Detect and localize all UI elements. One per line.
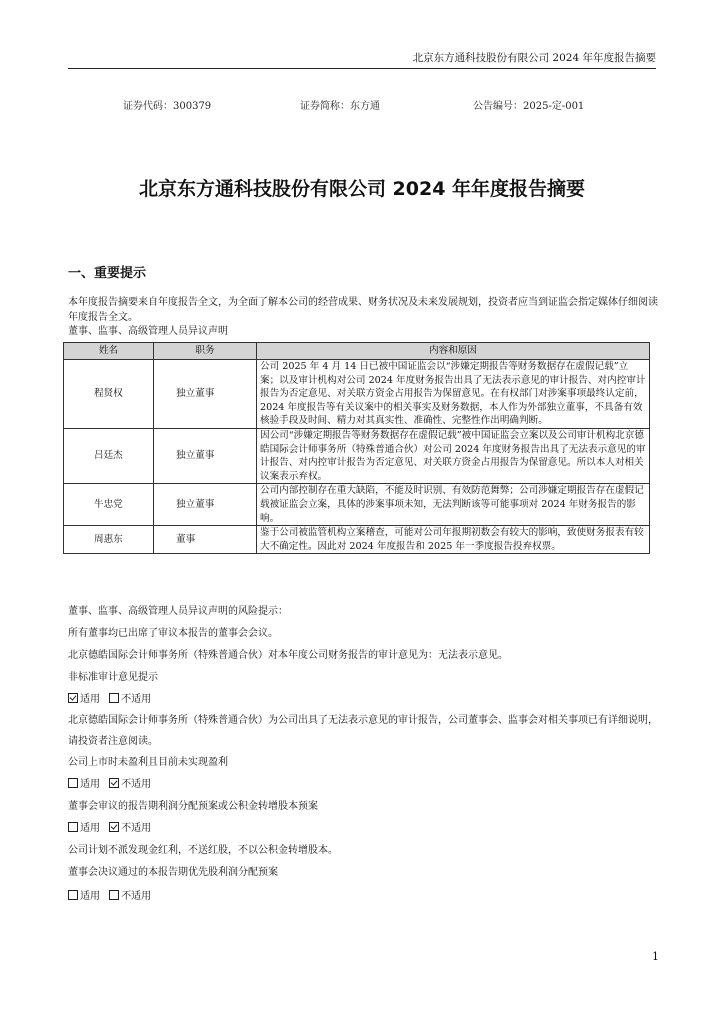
row-name: 程贤权: [64, 360, 154, 429]
running-header: [68, 50, 656, 69]
unprofitable-heading: 公司上市时未盈利且目前未实现盈利: [68, 757, 228, 768]
row-reason: 因公司“涉嫌定期报告等财务数据存在虚假记载”被中国证监会立案以及公司审计机构北京德皓国际会计师事务所（特殊普通合伙）对公司 2024 年度财务报告出具了无法表示意见的审计报告、对内控审计报告为否定意见、对关联方资金占用报告为保留意见。所以本人对相关议案表示弃权。: [257, 428, 650, 483]
nonstandard-explain: 北京德皓国际会计师事务所（特殊普通合伙）为公司出具了无法表示意见的审计报告，公司董事会、监事会对相关事项已有详细说明，请投资者注意阅读。: [68, 715, 658, 747]
profit-dist-plan: 公司计划不派发现金红利，不送红股，不以公积金转增股本。: [68, 845, 338, 856]
section-heading: 一、重要提示: [68, 266, 147, 281]
nonstandard-options: [68, 689, 660, 711]
row-role: 董事: [154, 526, 257, 554]
checkbox-icon: [109, 778, 119, 788]
page-title: 北京东方通科技股份有限公司 2024 年年度报告摘要: [138, 178, 586, 200]
preferred-heading: 董事会决议通过的本报告期优先股利润分配预案: [68, 867, 278, 878]
col-header-role: 职务: [154, 343, 257, 360]
intro-paragraph: 本年度报告摘要来自年度报告全文，为全面了解本公司的经营成果、财务状况及未来发展规划，投资者应当到证监会指定媒体仔细阅读年度报告全文。: [68, 297, 658, 323]
col-header-reason: 内容和原因: [257, 343, 650, 360]
applicable-label: 适用: [80, 891, 100, 902]
row-role: 独立董事: [154, 428, 257, 483]
security-abbr: 证券简称：东方通: [300, 101, 380, 112]
risk-note: 董事、监事、高级管理人员异议声明的风险提示：: [68, 606, 288, 617]
table-row: [64, 484, 650, 526]
row-name: 吕廷杰: [64, 428, 154, 483]
row-reason: 公司 2025 年 4 月 14 日已被中国证监会以“涉嫌定期报告等财务数据存在虚假记载”立案；以及审计机构对公司 2024 年度财务报告出具了无法表示意见的审计报告、对内控审计报告为否定意见、对关联方资金占用报告为保留意见。在有权部门对涉案事项最终认定前，2024 年度报告等有关议案中的相关事实及财务数据，本人作为外部独立董事，不具备有效核验手段及时间、精力对其真实性、准确性、完整性作出明确判断。: [257, 360, 650, 429]
table-caption: 董事、监事、高级管理人员异议声明: [68, 326, 228, 337]
not-applicable-label: 不适用: [121, 779, 152, 790]
row-reason: 鉴于公司被监管机构立案稽查，可能对公司年报期初数会有较大的影响，致使财务报表有较大不确定性。因此对 2024 年度报告和 2025 年一季度报告投弃权票。: [257, 526, 650, 554]
checkbox-icon: [109, 693, 119, 703]
row-reason: 公司内部控制存在重大缺陷，不能及时识别、有效防范舞弊；公司涉嫌定期报告存在虚假记载被证监会立案，具体的涉案事项未知，无法判断该等可能事项对 2024 年财务报告的影响。: [257, 484, 650, 526]
not-applicable-label: 不适用: [121, 694, 152, 705]
body-text: [68, 601, 660, 910]
intro-block: [68, 296, 658, 340]
table-row: [64, 526, 650, 554]
col-header-name: 姓名: [64, 343, 154, 360]
checkbox-icon: [68, 778, 78, 788]
unprofitable-options: [68, 774, 660, 796]
row-name: 牛忠党: [64, 484, 154, 526]
dissent-table: [63, 342, 650, 554]
applicable-label: 适用: [80, 779, 100, 790]
not-applicable-label: 不适用: [121, 891, 152, 902]
notice-number: 公告编号：2025-定-001: [473, 101, 585, 112]
checkbox-icon: [68, 693, 78, 703]
checkbox-icon: [68, 822, 78, 832]
row-name: 周惠东: [64, 526, 154, 554]
nonstandard-heading: 非标准审计意见提示: [68, 672, 158, 683]
security-code: 证券代码：300379: [123, 101, 212, 112]
row-role: 独立董事: [154, 360, 257, 429]
profit-dist-options: [68, 818, 660, 840]
attendance-note: 所有董事均已出席了审议本报告的董事会会议。: [68, 628, 278, 639]
page-number: 1: [652, 950, 659, 963]
applicable-label: 适用: [80, 694, 100, 705]
running-header-title: 北京东方通科技股份有限公司 2024 年年度报告摘要: [412, 52, 656, 64]
checkbox-icon: [109, 822, 119, 832]
preferred-options: [68, 884, 660, 910]
profit-dist-heading: 董事会审议的报告期利润分配预案或公积金转增股本预案: [68, 801, 318, 812]
checkbox-icon: [109, 890, 119, 900]
table-header-row: [64, 343, 650, 360]
applicable-label: 适用: [80, 823, 100, 834]
checkbox-icon: [68, 890, 78, 900]
not-applicable-label: 不适用: [121, 823, 152, 834]
table-row: [64, 428, 650, 483]
table-row: [64, 360, 650, 429]
row-role: 独立董事: [154, 484, 257, 526]
auditor-opinion: 北京德皓国际会计师事务所（特殊普通合伙）对本年度公司财务报告的审计意见为：无法表示意见。: [68, 650, 508, 661]
